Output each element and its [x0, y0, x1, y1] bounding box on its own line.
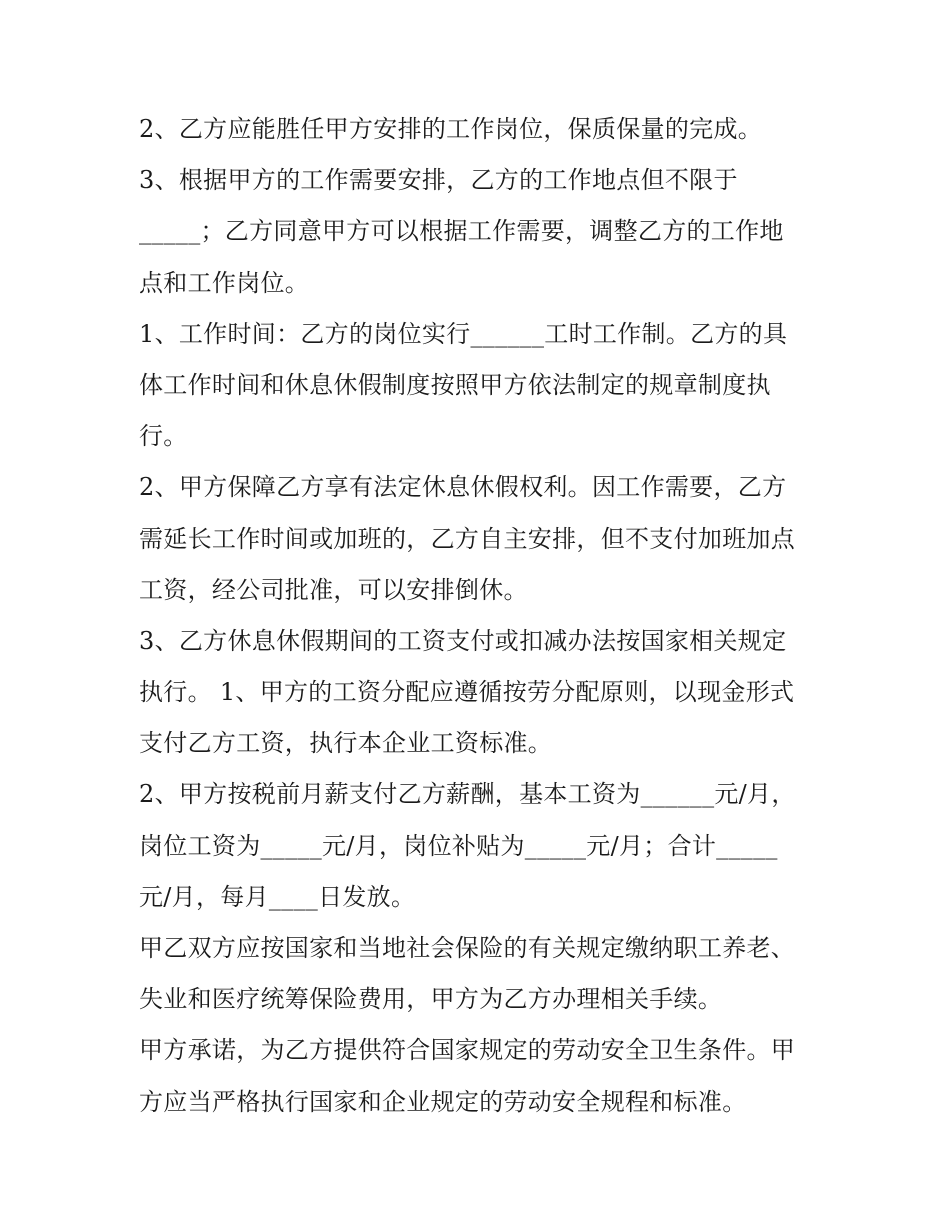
text-line-14: 2、甲方按税前月薪支付乙方薪酬，基本工资为______元/月，: [139, 780, 796, 809]
text-line-13: 支付乙方工资，执行本企业工资标准。: [139, 729, 553, 758]
text-line-15: 岗位工资为_____元/月，岗位补贴为_____元/月；合计_____: [139, 831, 778, 860]
text-line-10: 工资，经公司批准，可以安排倒休。: [139, 575, 528, 604]
text-line-9: 需延长工作时间或加班的，乙方自主安排，但不支付加班加点: [139, 524, 796, 553]
text-line-7: 行。: [139, 422, 188, 451]
text-line-20: 方应当严格执行国家和企业规定的劳动安全规程和标准。: [139, 1087, 747, 1116]
text-line-18: 失业和医疗统筹保险费用，甲方为乙方办理相关手续。: [139, 985, 723, 1014]
document-body: [139, 104, 819, 1128]
text-line-17: 甲乙双方应按国家和当地社会保险的有关规定缴纳职工养老、: [139, 934, 796, 962]
text-line-1: 2、乙方应能胜任甲方安排的工作岗位，保质保量的完成。: [139, 115, 763, 143]
text-line-12: 执行。 1、甲方的工资分配应遵循按劳分配原则，以现金形式: [139, 678, 795, 707]
text-line-19: 甲方承诺，为乙方提供符合国家规定的劳动安全卫生条件。甲: [139, 1036, 796, 1065]
text-line-4: 点和工作岗位。: [139, 268, 310, 297]
text-line-3: _____；乙方同意甲方可以根据工作需要，调整乙方的工作地: [139, 217, 784, 246]
text-line-5: 1、工作时间：乙方的岗位实行______工时工作制。乙方的具: [139, 319, 788, 348]
text-line-16: 元/月，每月____日发放。: [139, 882, 416, 911]
text-line-11: 3、乙方休息休假期间的工资支付或扣减办法按国家相关规定: [139, 626, 787, 655]
text-line-8: 2、甲方保障乙方享有法定休息休假权利。因工作需要，乙方: [139, 473, 787, 502]
text-line-6: 体工作时间和休息休假制度按照甲方依法制定的规章制度执: [139, 370, 771, 399]
text-line-2: 3、根据甲方的工作需要安排，乙方的工作地点但不限于: [139, 166, 738, 195]
